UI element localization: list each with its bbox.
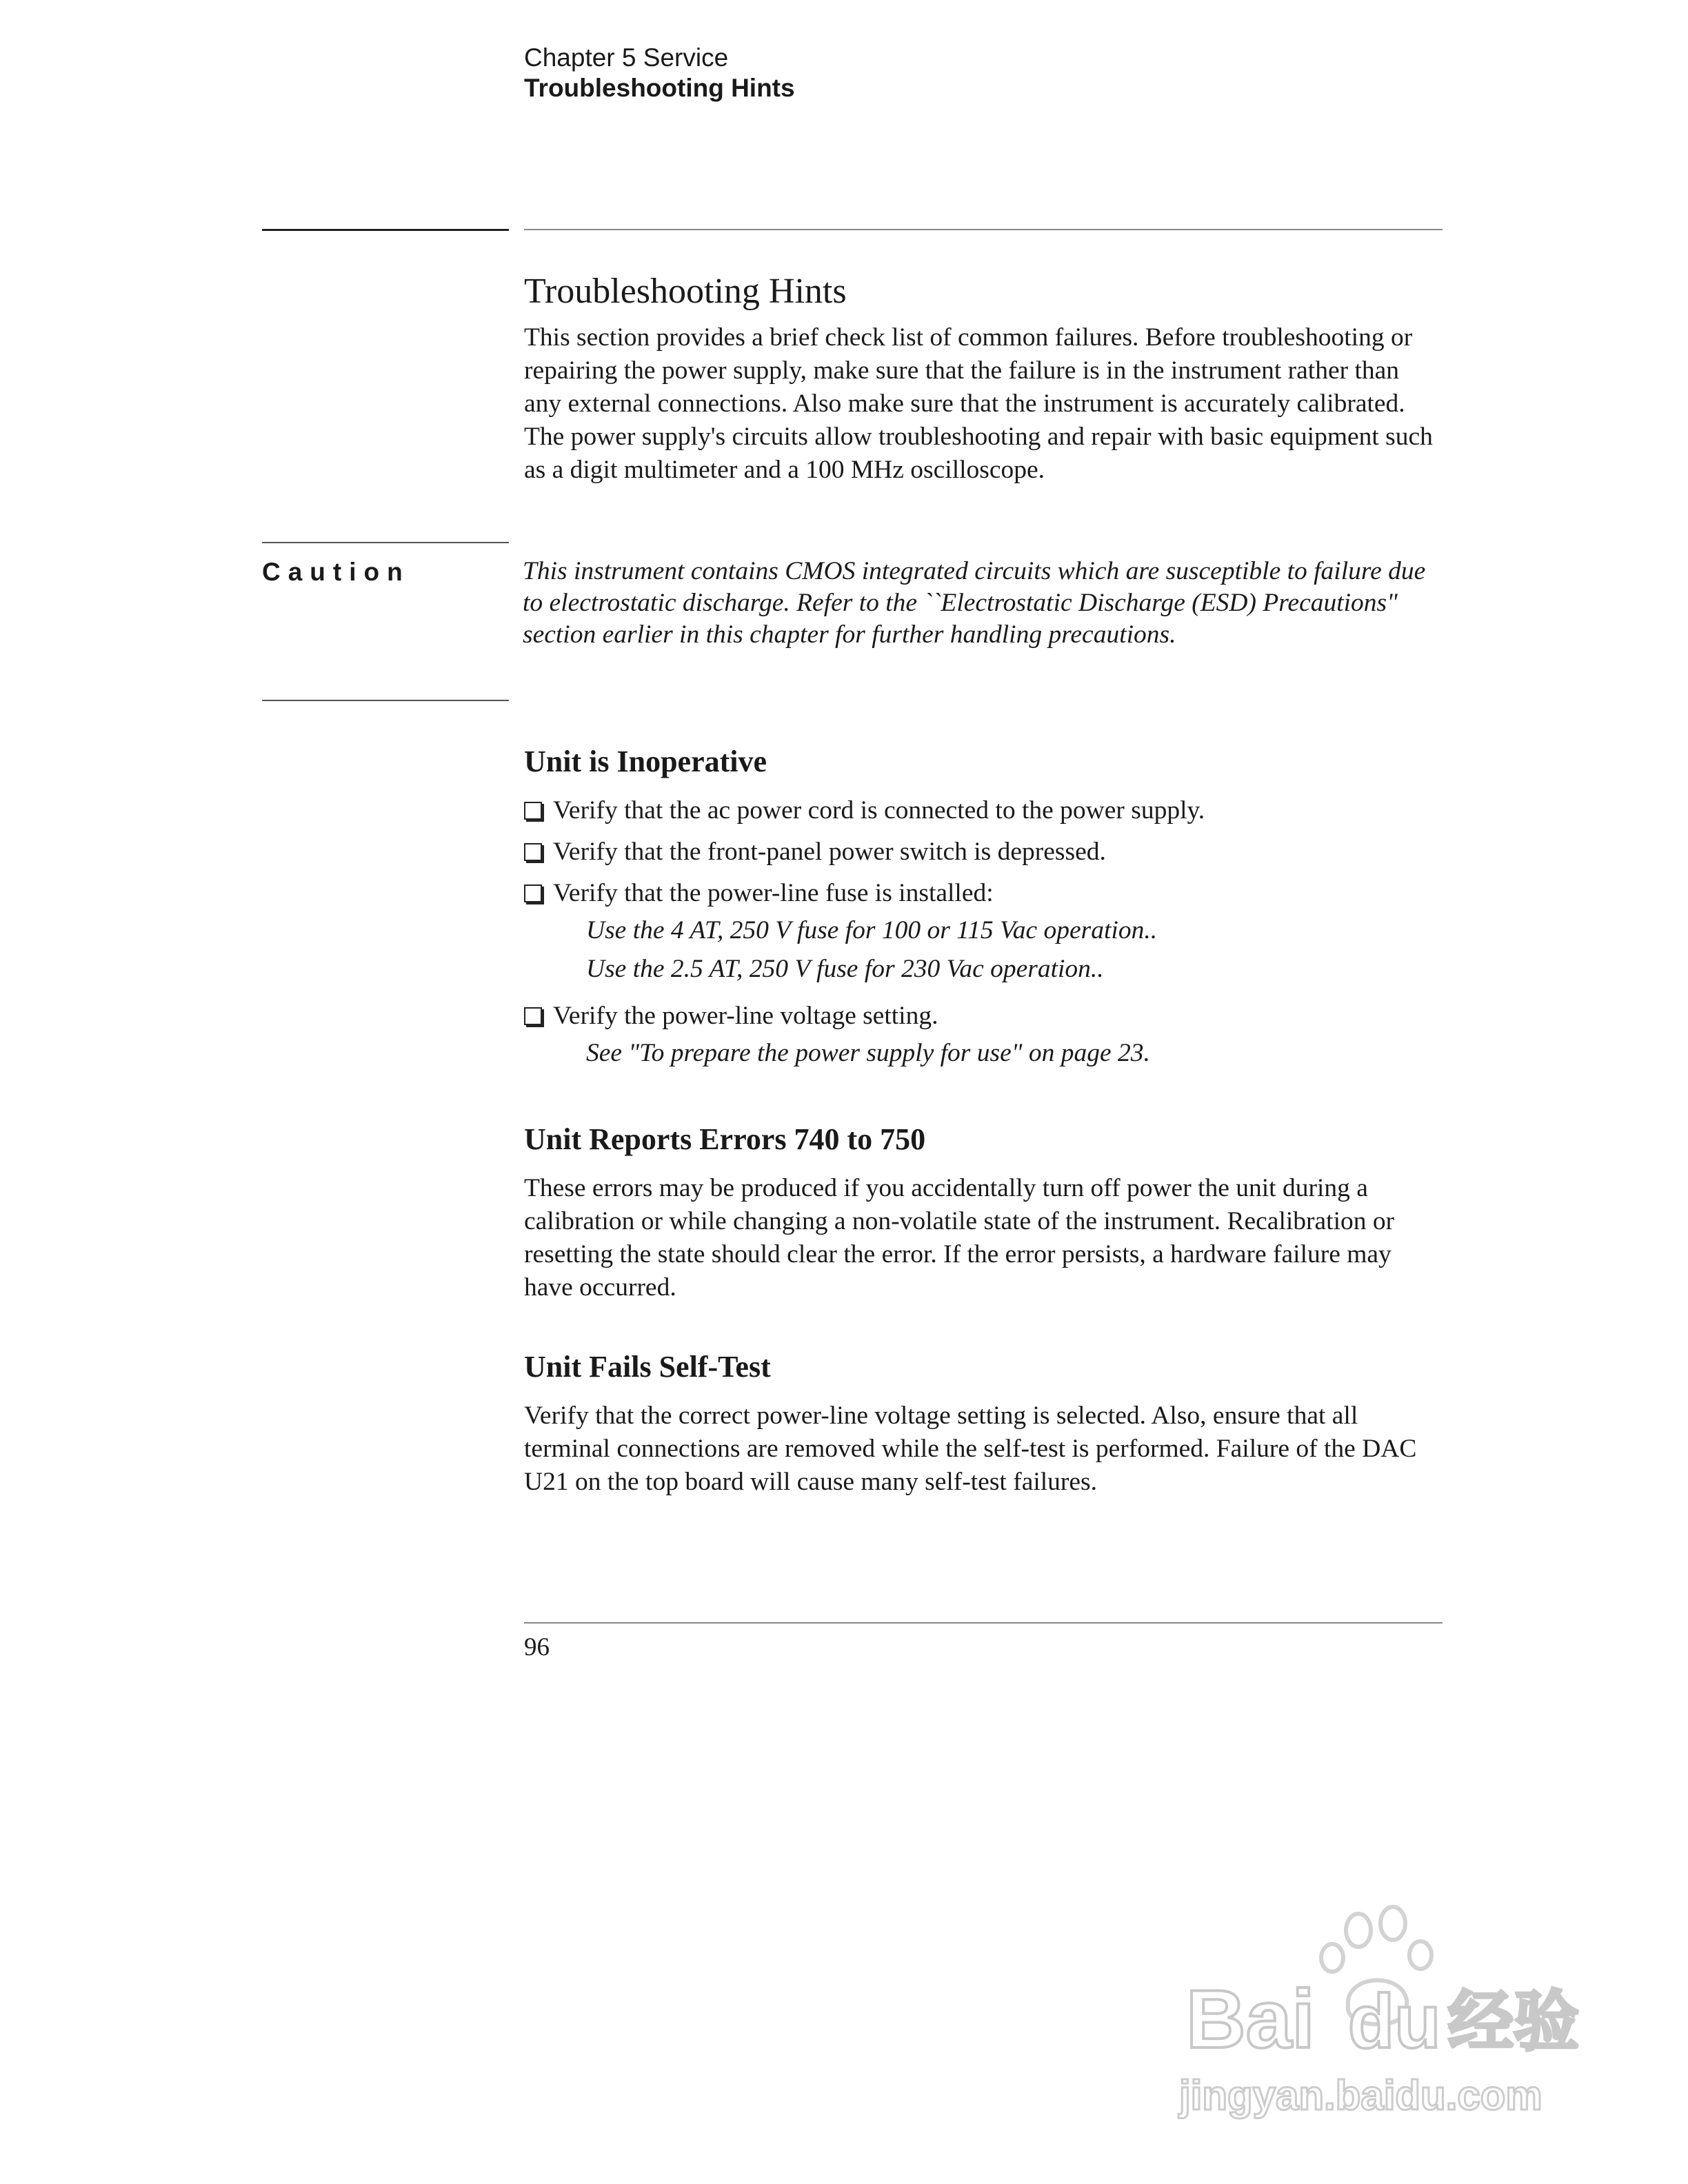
svg-text:经验: 经验 [1448, 1985, 1580, 2059]
running-header-section: Troubleshooting Hints [524, 74, 795, 102]
checklist-note: Use the 4 AT, 250 V fuse for 100 or 115 Vac operation.. [586, 916, 1158, 944]
intro-paragraph: This section provides a brief check list of common failures. Before troubleshooting or repairing the power supply, make sure that the failure is in the instrument rather than any external connections. Also make sure that the instrument is accurately calibrated. The power supply's circuits allow troubleshooting and repair with basic equipment such as a digit multimeter and a 100 MHz oscilloscope. [524, 323, 1433, 484]
svg-text:du: du [1348, 1979, 1441, 2064]
checkbox-icon [524, 884, 542, 902]
checklist-note: See "To prepare the power supply for use" on page 23. [586, 1039, 1150, 1067]
footer-rule [524, 1622, 1443, 1624]
section-divider [524, 229, 1443, 230]
running-header-chapter: Chapter 5 Service [524, 43, 729, 72]
checklist-item-text: Verify that the power-line fuse is installed: [553, 879, 994, 907]
heading-unit-fails-self-test: Unit Fails Self-Test [524, 1350, 771, 1384]
checklist-item [524, 794, 1205, 827]
checkbox-icon [524, 843, 542, 861]
caution-label: Caution [262, 558, 410, 586]
errors-paragraph: These errors may be produced if you accidentally turn off power the unit during a calibration or while changing a non-volatile state of the instrument. Recalibration or resetting the state should clear the error. If the error persists, a hardware failure may have occurred. [524, 1174, 1395, 1302]
caution-text: This instrument contains CMOS integrated circuits which are susceptible to failure due to electrostatic discharge. Refer to the ``Electrostatic Discharge (ESD) Precautions" section earlier in this chapter for further handling precautions. [523, 557, 1426, 649]
checkbox-icon [524, 802, 542, 820]
checkbox-icon [524, 1007, 542, 1025]
checklist-item-text: Verify the power-line voltage setting. [553, 1002, 938, 1030]
caution-rule-bottom [262, 700, 509, 701]
caution-rule-top [262, 542, 509, 543]
page-number: 96 [524, 1633, 550, 1661]
watermark-logo-text: Bai [1186, 1973, 1315, 2065]
heading-unit-reports-errors: Unit Reports Errors 740 to 750 [524, 1122, 926, 1156]
baidu-watermark-logo [1172, 1903, 1586, 2123]
heading-unit-inoperative: Unit is Inoperative [524, 745, 767, 778]
self-test-paragraph: Verify that the correct power-line voltage setting is selected. Also, ensure that all terminal connections are removed while the self-test is performed. Failure of the DAC U21 on the top board will cause many self-test failures. [524, 1402, 1417, 1496]
margin-rule-top [262, 229, 509, 231]
checklist-note: Use the 2.5 AT, 250 V fuse for 230 Vac operation.. [586, 955, 1104, 983]
checklist-item-text: Verify that the front-panel power switch is depressed. [553, 838, 1106, 866]
watermark-url: jingyan.baidu.com [1179, 2072, 1543, 2119]
checklist-item [524, 1000, 938, 1033]
checklist-item [524, 836, 1106, 869]
page-title: Troubleshooting Hints [524, 271, 847, 311]
checklist-item [524, 877, 994, 910]
checklist-item-text: Verify that the ac power cord is connected to the power supply. [553, 796, 1205, 825]
